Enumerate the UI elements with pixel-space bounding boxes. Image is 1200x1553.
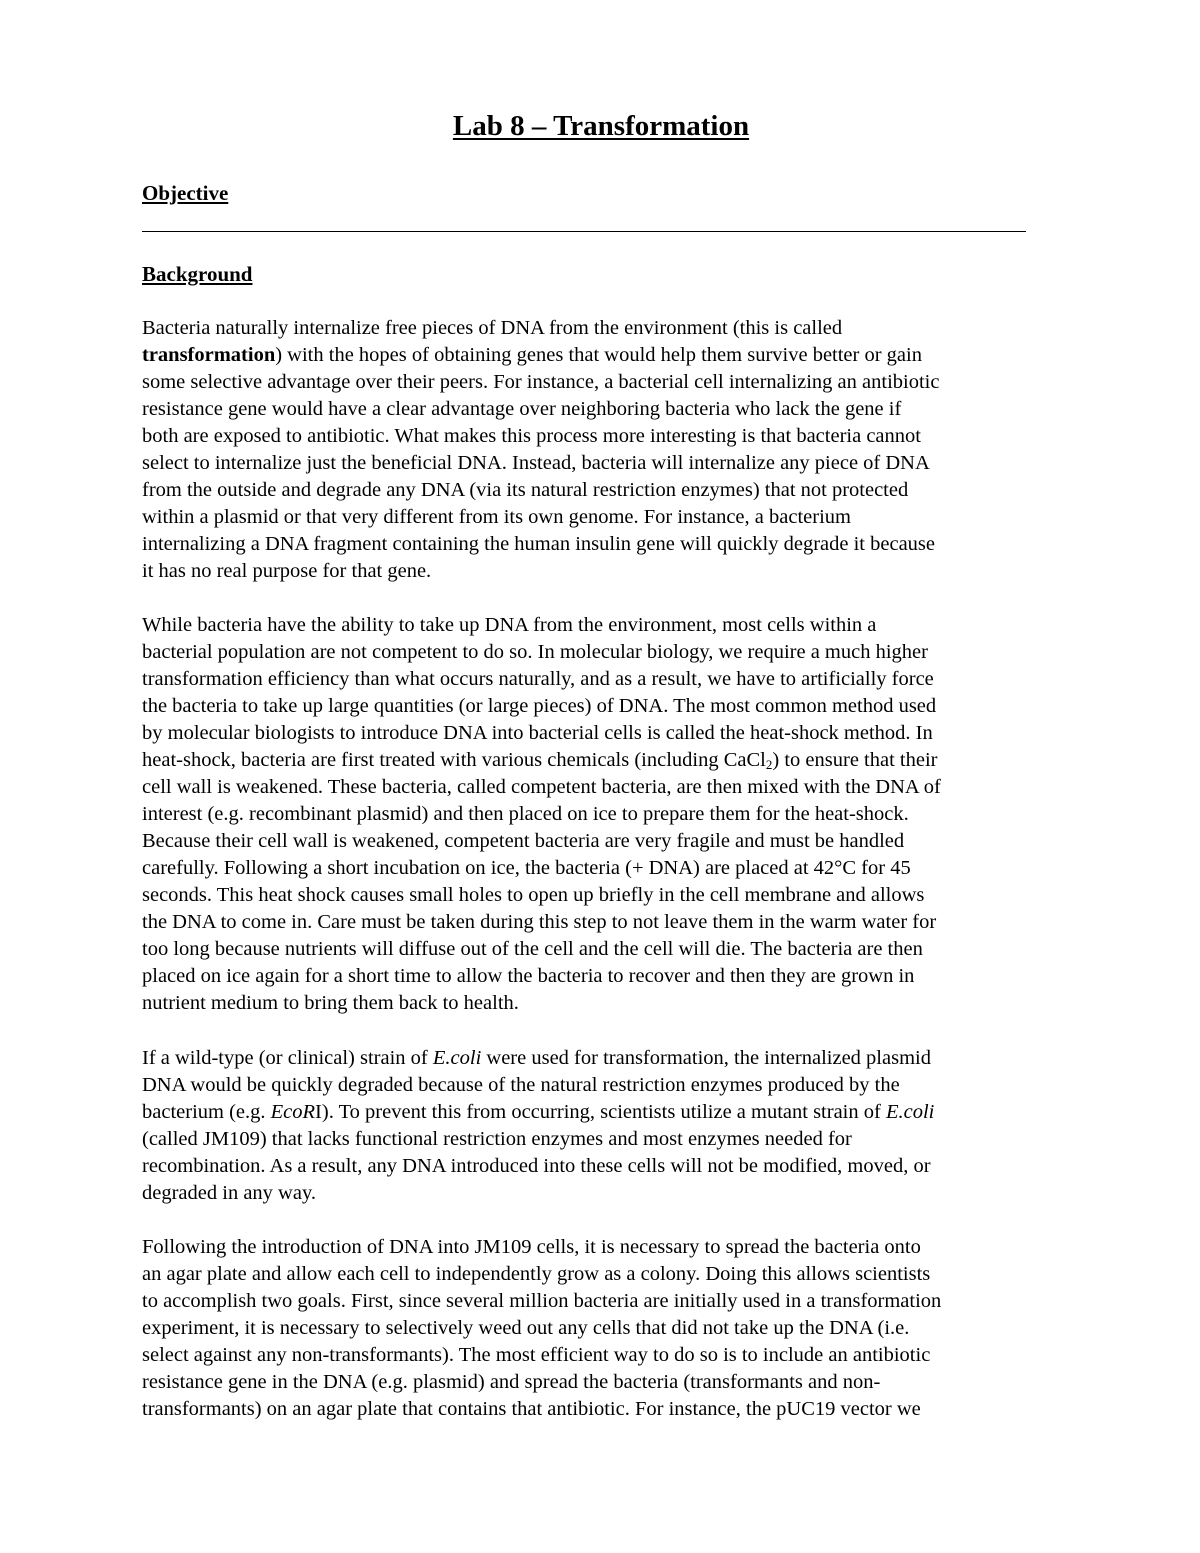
text-line: it has no real purpose for that gene. [142, 560, 432, 582]
text-line: bacterium (e.g. EcoRI). To prevent this from occurring, scientists utilize a mutant strain of E.coli [142, 1101, 935, 1123]
text-line: carefully. Following a short incubation on ice, the bacteria (+ DNA) are placed at 42°C for 45 [142, 857, 911, 879]
text-line: Following the introduction of DNA into JM109 cells, it is necessary to spread the bacteria onto [142, 1236, 921, 1258]
text-line: nutrient medium to bring them back to health. [142, 992, 519, 1014]
text-line: transformants) on an agar plate that contains that antibiotic. For instance, the pUC19 vector we [142, 1398, 921, 1420]
text-line: resistance gene in the DNA (e.g. plasmid) and spread the bacteria (transformants and non- [142, 1371, 881, 1393]
text-line: (called JM109) that lacks functional restriction enzymes and most enzymes needed for [142, 1128, 852, 1150]
italic-term: E.coli [885, 1101, 935, 1123]
text-line: Bacteria naturally internalize free pieces of DNA from the environment (this is called [142, 317, 843, 339]
text-line: DNA would be quickly degraded because of the natural restriction enzymes produced by the [142, 1074, 900, 1096]
text-line: interest (e.g. recombinant plasmid) and then placed on ice to prepare them for the heat-shock. [142, 803, 909, 825]
text-line: seconds. This heat shock causes small holes to open up briefly in the cell membrane and allows [142, 884, 925, 906]
page-title: Lab 8 – Transformation [452, 110, 750, 142]
background-paragraph-4 [142, 1234, 1060, 1423]
text-line: transformation efficiency than what occurs naturally, and as a result, we have to artificially force [142, 668, 934, 690]
text-line: internalizing a DNA fragment containing the human insulin gene will quickly degrade it because [142, 533, 936, 555]
subscript: 2 [765, 757, 773, 772]
italic-term: EcoR [270, 1101, 316, 1123]
text-line: both are exposed to antibiotic. What makes this process more interesting is that bacteria cannot [142, 425, 921, 447]
text-line: cell wall is weakened. These bacteria, called competent bacteria, are then mixed with the DNA of [142, 776, 941, 798]
text-line: If a wild-type (or clinical) strain of E.coli were used for transformation, the internalized plasmid [142, 1047, 931, 1069]
text-line: select to internalize just the beneficial DNA. Instead, bacteria will internalize any piece of DNA [142, 452, 930, 474]
text-line: recombination. As a result, any DNA introduced into these cells will not be modified, moved, or [142, 1155, 931, 1177]
text-line: too long because nutrients will diffuse out of the cell and the cell will die. The bacteria are then [142, 938, 923, 960]
text-line: bacterial population are not competent to do so. In molecular biology, we require a much higher [142, 641, 928, 663]
text-line: an agar plate and allow each cell to independently grow as a colony. Doing this allows scientists [142, 1263, 931, 1285]
text-line: some selective advantage over their peers. For instance, a bacterial cell internalizing an antibiotic [142, 371, 940, 393]
text-line: within a plasmid or that very different from its own genome. For instance, a bacterium [142, 506, 851, 528]
text-line: experiment, it is necessary to selectively weed out any cells that did not take up the DNA (i.e. [142, 1317, 910, 1339]
text-line: degraded in any way. [142, 1182, 316, 1204]
bold-term: transformation [142, 344, 276, 366]
text-line: select against any non-transformants). The most efficient way to do so is to include an antibiotic [142, 1344, 931, 1366]
text-line: While bacteria have the ability to take up DNA from the environment, most cells within a [142, 614, 877, 636]
text-line: to accomplish two goals. First, since several million bacteria are initially used in a transformation [142, 1290, 942, 1312]
text-line: placed on ice again for a short time to allow the bacteria to recover and then they are grown in [142, 965, 915, 987]
text-line: the bacteria to take up large quantities (or large pieces) of DNA. The most common method used [142, 695, 937, 717]
text-line: transformation) with the hopes of obtaining genes that would help them survive better or gain [142, 344, 922, 366]
text-line: Because their cell wall is weakened, competent bacteria are very fragile and must be handled [142, 830, 905, 852]
italic-term: E.coli [432, 1047, 482, 1069]
text-line: from the outside and degrade any DNA (via its natural restriction enzymes) that not protected [142, 479, 909, 501]
text-line: heat-shock, bacteria are first treated with various chemicals (including CaCl$_2$) to ensure that their [142, 749, 938, 772]
background-paragraph-2 [142, 612, 1060, 1017]
background-paragraph-3 [142, 1045, 1060, 1207]
text-line: by molecular biologists to introduce DNA into bacterial cells is called the heat-shock method. In [142, 722, 933, 744]
background-paragraph-1 [142, 315, 1060, 585]
objective-heading: Objective [142, 181, 229, 205]
text-line: the DNA to come in. Care must be taken during this step to not leave them in the warm water for [142, 911, 937, 933]
text-line: resistance gene would have a clear advantage over neighboring bacteria who lack the gene if [142, 398, 902, 420]
background-heading: Background [142, 262, 253, 286]
objective-answer-line [142, 231, 1026, 232]
